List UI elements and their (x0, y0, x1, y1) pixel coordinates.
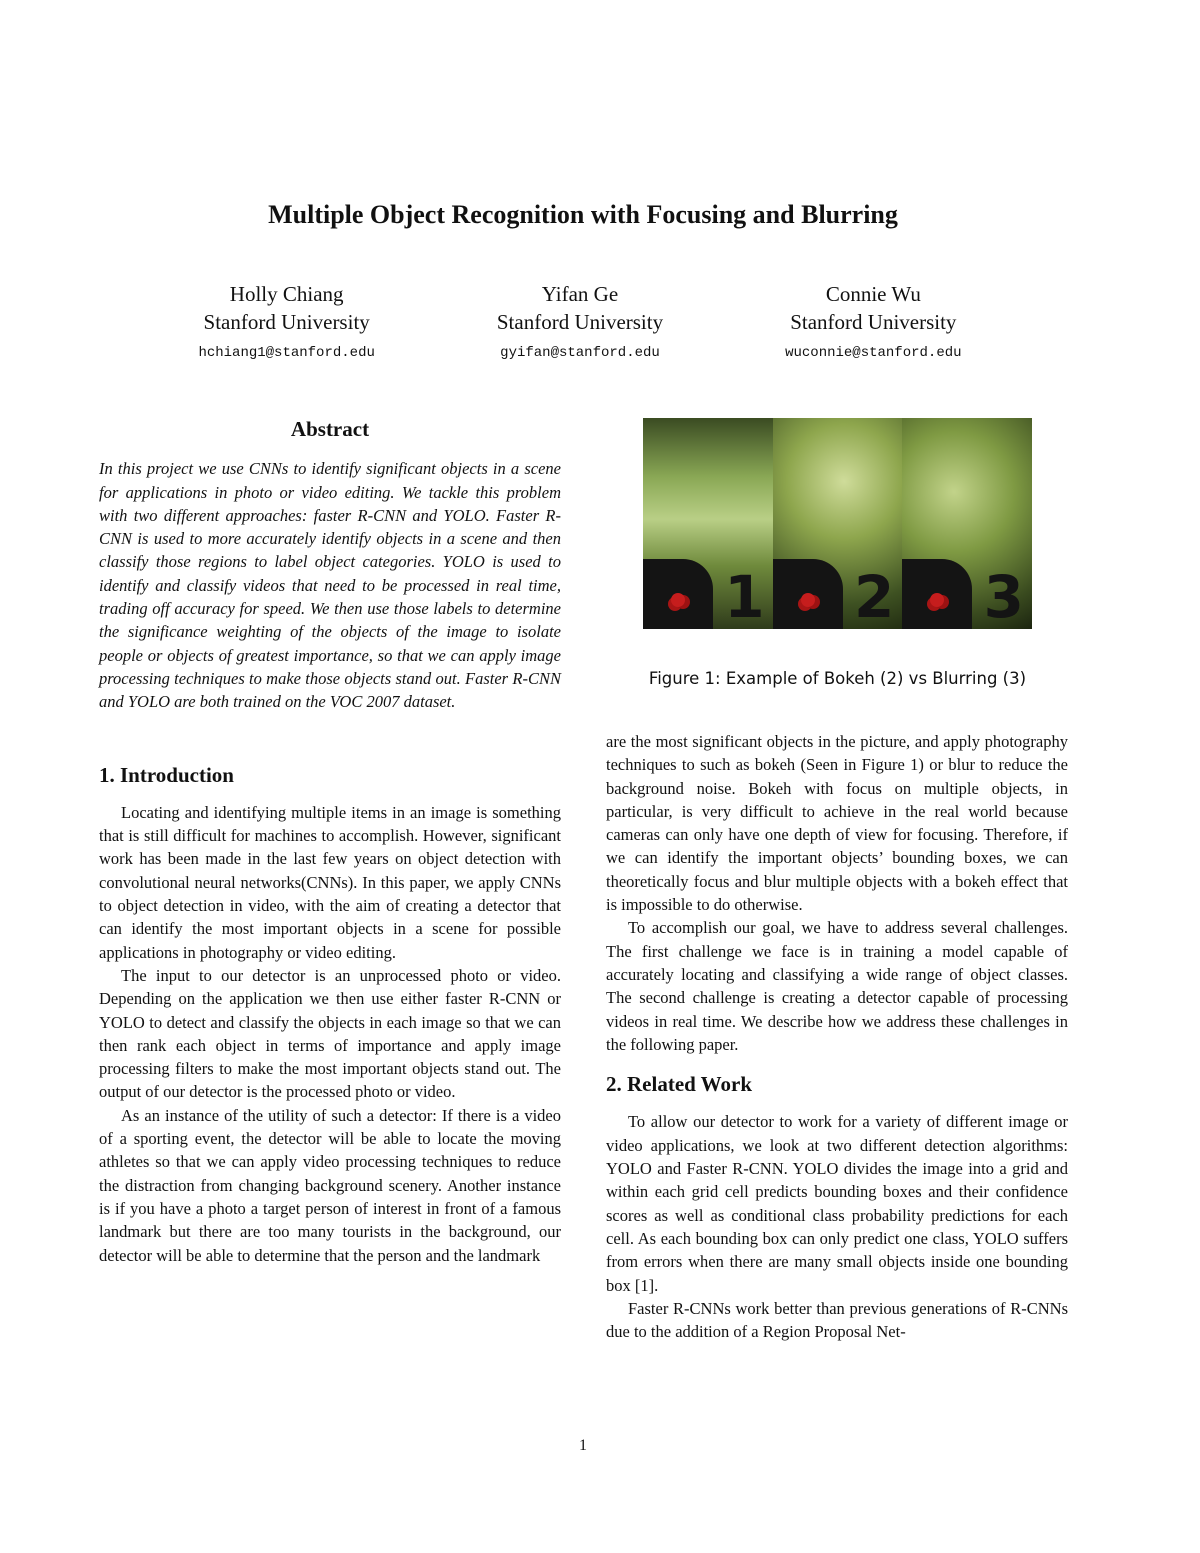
section-heading-related-work: 2. Related Work (606, 1072, 753, 1097)
section-heading-introduction: 1. Introduction (99, 762, 234, 787)
paragraph: As an instance of the utility of such a detector: If there is a video of a sporting event, the detector will be able to locate the moving athletes so that we can apply video processing techniques to reduce the distraction from changing background scenery. Another instance is if you have a photo a target person of interest in front of a famous landmark but there are too many tourists in the background, our detector will be able to determine that the person and the landmark (99, 1105, 561, 1265)
panel-label: 2 (853, 563, 895, 629)
figure-panel-bokeh (773, 418, 903, 629)
panel-label: 1 (724, 563, 765, 629)
rose-boutonniere (801, 593, 815, 607)
author-affiliation: Stanford University (203, 310, 370, 334)
panel-label: 3 (983, 563, 1024, 629)
rose-boutonniere (671, 593, 685, 607)
figure-caption: Figure 1: Example of Bokeh (2) vs Blurring (3) (648, 669, 1027, 688)
paragraph: Locating and identifying multiple items in an image is something that is still difficult for machines to accomplish. However, significant work has been made in the last few years on object detection with convolutional neural networks(CNNs). In this paper, we apply CNNs to object detection in video, with the aim of creating a detector that can identify the most important objects in a scene for possible applications in photography or video editing. (99, 802, 561, 962)
page-number: 1 (579, 1437, 587, 1454)
author-affiliation: Stanford University (790, 310, 957, 334)
paragraph: To accomplish our goal, we have to address several challenges. The first challenge we face is in training a model capable of accurately locating and classifying a wide range of object classes. The second challenge is creating a detector capable of processing videos in real time. We describe how we address these challenges in the following paper. (606, 918, 1068, 1054)
paragraph: Faster R-CNNs work better than previous generations of R-CNNs due to the addition of a Region Proposal Net- (606, 1298, 1068, 1342)
author-1 (140, 280, 433, 361)
author-email: wuconnie@stanford.edu (785, 345, 962, 361)
right-column (606, 730, 1068, 1343)
paper-title: Multiple Object Recognition with Focusing and Blurring (268, 200, 898, 229)
figure-panel-original (643, 418, 773, 629)
figure-image (643, 418, 1032, 629)
author-name: Holly Chiang (229, 282, 344, 306)
author-affiliation: Stanford University (496, 310, 664, 334)
figure-1 (643, 418, 1032, 688)
author-block (140, 280, 1020, 361)
paragraph: The input to our detector is an unprocessed photo or video. Depending on the application we then use either faster R-CNN or YOLO to detect and classify the objects in each image so that we can then rank each object in terms of importance and apply image processing filters to make the most important objects stand out. The output of our detector is the processed photo or video. (99, 965, 561, 1102)
paragraph: are the most significant objects in the picture, and apply photography techniques to such as bokeh (Seen in Figure 1) or blur to reduce the background noise. Bokeh with focus on multiple objects, in particular, is very difficult to achieve in the real world because cameras can only have one depth of view for focusing. Therefore, if we can identify the important objects’ bounding boxes, we can theoretically focus and blur multiple objects with a bokeh effect that is impossible to do otherwise. (606, 732, 1068, 915)
author-3 (727, 280, 1020, 361)
author-name: Yifan Ge (541, 282, 619, 306)
abstract-text: In this project we use CNNs to identify significant objects in a scene for applications in photo or video editing. We tackle this problem with two different approaches: faster R-CNN and YOLO. Faster R-CNN is used to more accurately identify objects in a scene and then classify those regions to label object categories. YOLO is used to identify and classify videos that need to be processed in real time, trading off accuracy for speed. We then use those labels to determine the significance weighting of the objects of the image to isolate people or objects of greatest importance, so that we can apply image processing techniques to make those objects stand out. Faster R-CNN and YOLO are both trained on the VOC 2007 dataset. (99, 459, 561, 712)
figure-panel-blur (902, 418, 1032, 629)
abstract-heading: Abstract (290, 417, 370, 441)
author-name: Connie Wu (825, 282, 921, 306)
author-email: gyifan@stanford.edu (500, 345, 660, 361)
left-column (99, 418, 561, 1267)
paragraph: To allow our detector to work for a variety of different image or video applications, we look at two different detection algorithms: YOLO and Faster R-CNN. YOLO divides the image into a grid and within each grid cell predicts bounding boxes and their confidence scores as well as conditional class probability predictions for each cell. As each bounding box can only predict one class, YOLO suffers from errors when there are many small objects inside one bounding box [1]. (606, 1112, 1068, 1295)
author-email: hchiang1@stanford.edu (198, 345, 375, 361)
author-2 (433, 280, 726, 361)
